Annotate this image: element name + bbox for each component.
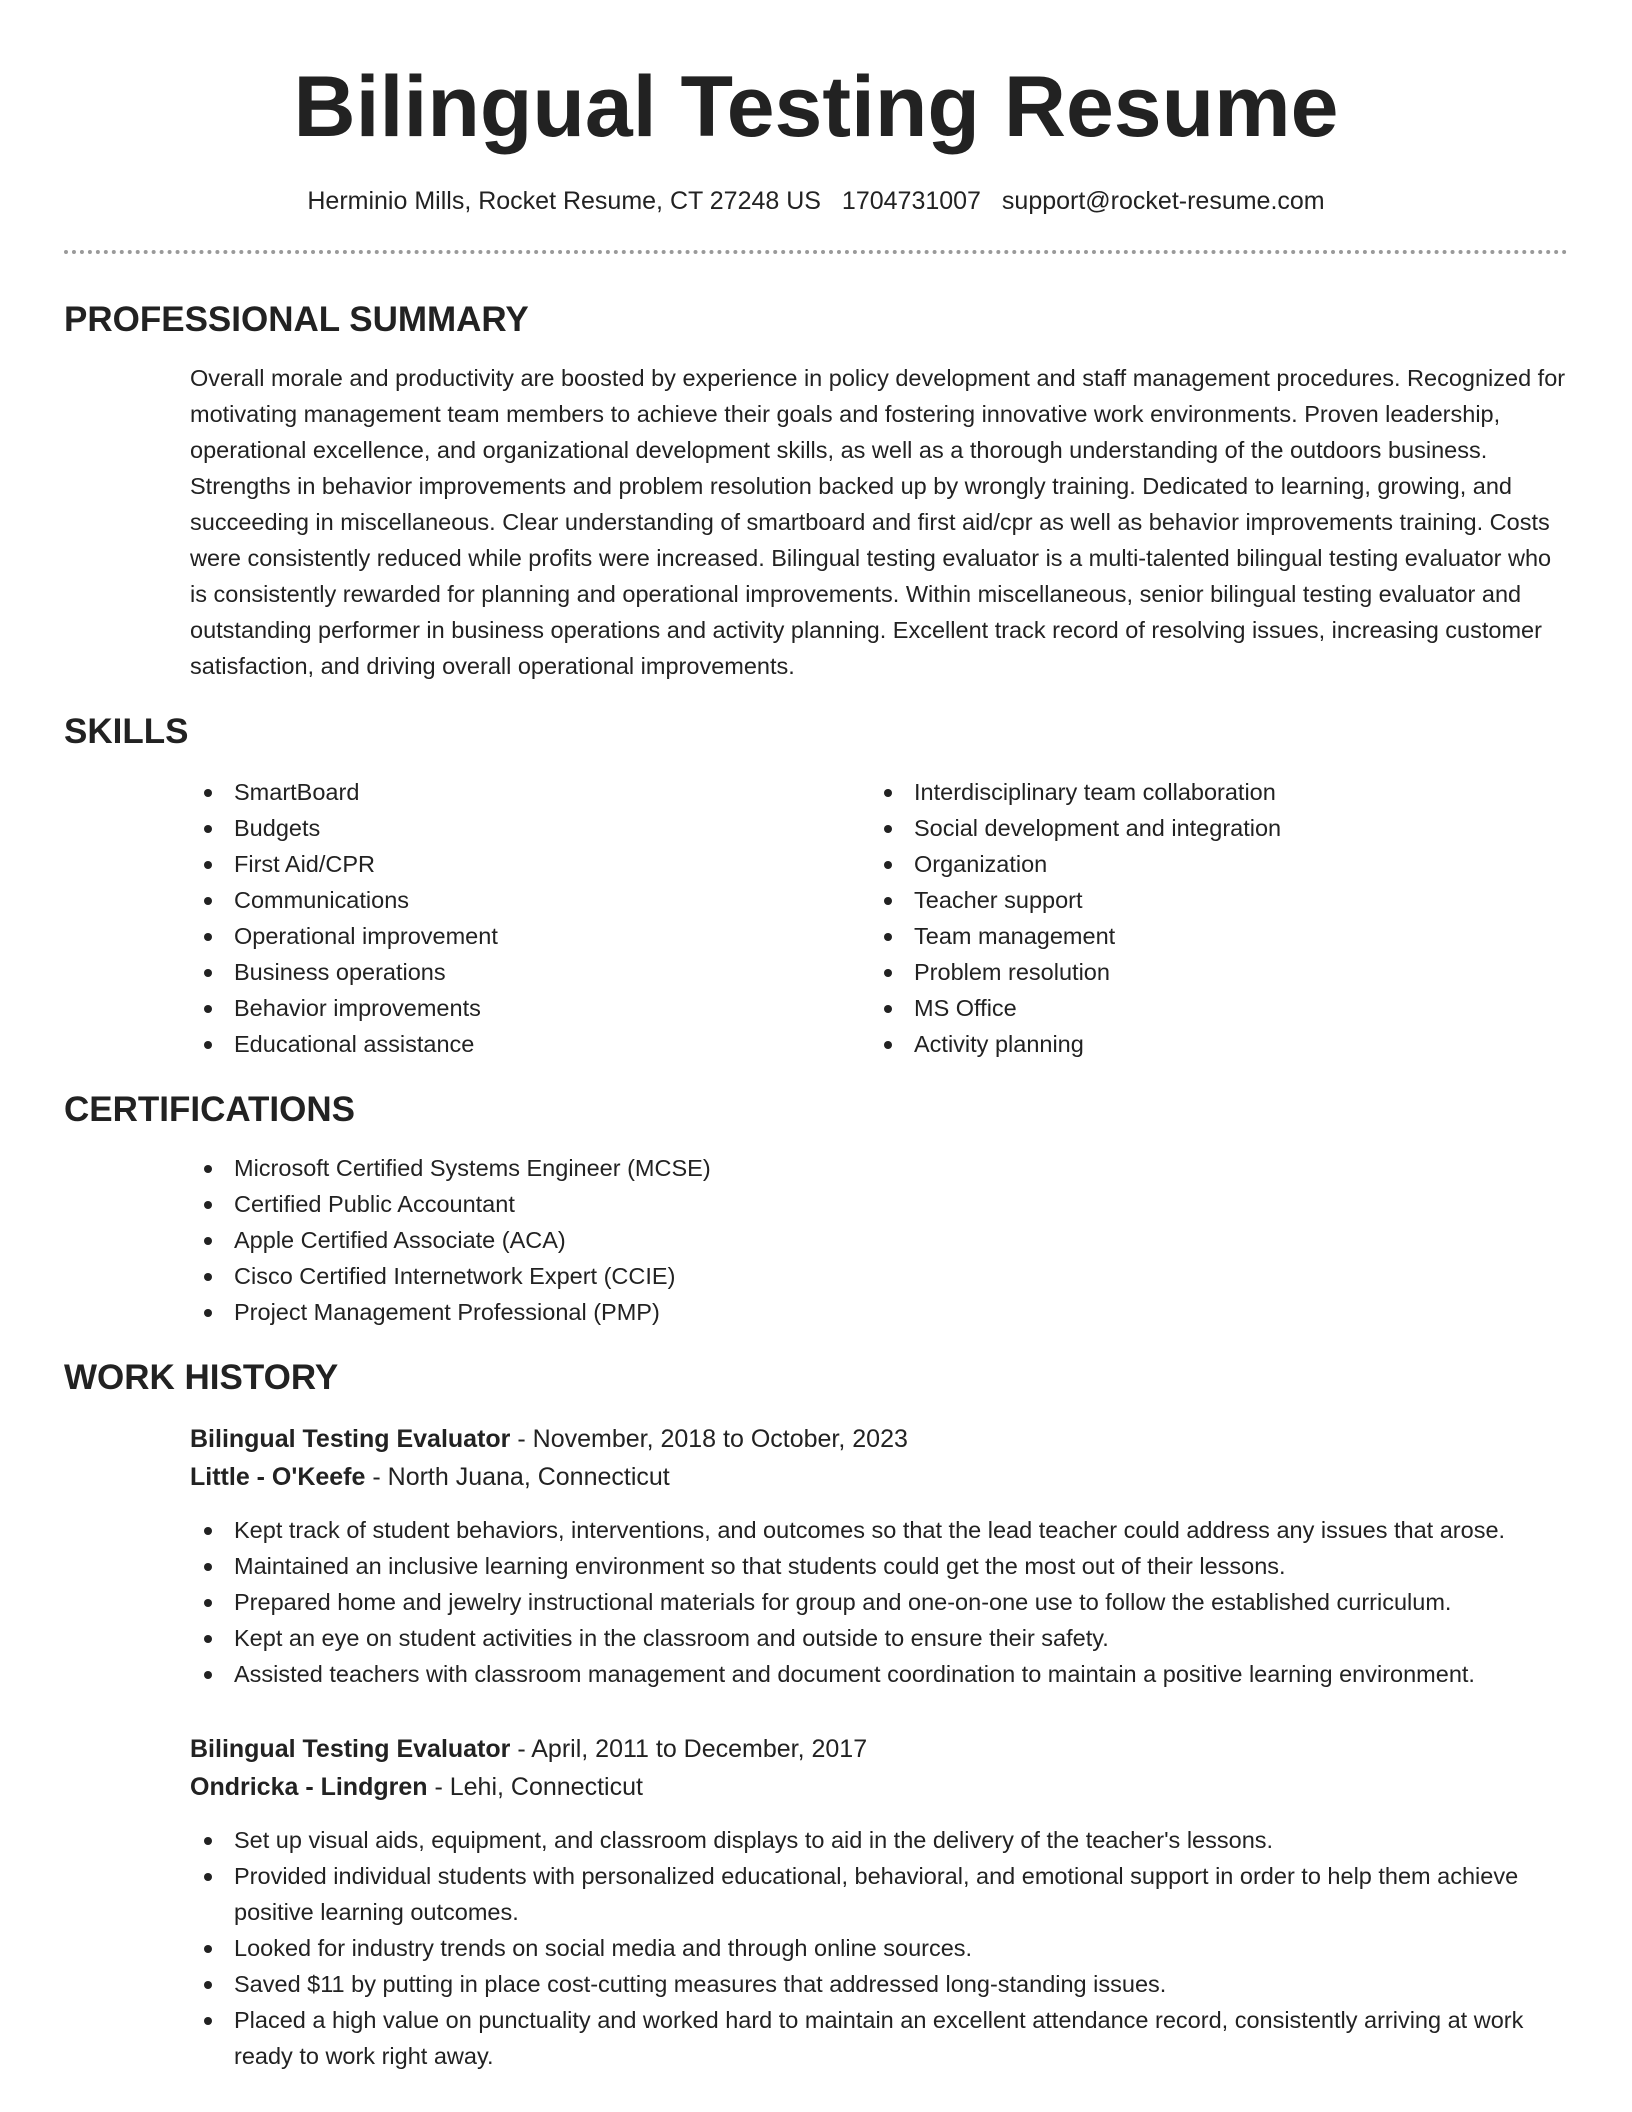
certification-item: Cisco Certified Internetwork Expert (CCIE)	[190, 1258, 1568, 1294]
summary-heading: PROFESSIONAL SUMMARY	[64, 300, 529, 339]
skills-grid	[190, 774, 1568, 1062]
skill-item: Educational assistance	[190, 1026, 870, 1062]
job-bullet: Assisted teachers with classroom management and document coordination to maintain a positive learning environment.	[190, 1656, 1568, 1692]
job-bullets	[190, 1822, 1568, 2074]
job-bullets	[190, 1512, 1568, 1692]
job-dates: - November, 2018 to October, 2023	[510, 1425, 908, 1453]
job-company-line	[190, 1768, 1568, 1806]
contact-address: Herminio Mills, Rocket Resume, CT 27248 US	[307, 187, 821, 215]
certifications-list	[190, 1150, 1568, 1330]
job-dates: - April, 2011 to December, 2017	[510, 1735, 868, 1763]
job-location: - North Juana, Connecticut	[365, 1463, 670, 1491]
summary-text: Overall morale and productivity are boosted by experience in policy development and staff management procedures. Recognized for motivating management team members to achieve their goals and fostering innovative work environments. Proven leadership, operational excellence, and organizational development skills, as well as a thorough understanding of the outdoors business. Strengths in behavior improvements and problem resolution backed up by wrongly training. Dedicated to learning, growing, and succeeding in miscellaneous. Clear understanding of smartboard and first aid/cpr as well as behavior improvements training. Costs were consistently reduced while profits were increased. Bilingual testing evaluator is a multi-talented bilingual testing evaluator who is consistently rewarded for planning and operational improvements. Within miscellaneous, senior bilingual testing evaluator and outstanding performer in business operations and activity planning. Excellent track record of resolving issues, increasing customer satisfaction, and driving overall operational improvements.	[190, 365, 1566, 679]
job-bullet: Kept track of student behaviors, interventions, and outcomes so that the lead teacher could address any issues that arose.	[190, 1512, 1568, 1548]
skills-heading: SKILLS	[64, 712, 189, 751]
job-location: - Lehi, Connecticut	[427, 1773, 643, 1801]
contact-phone: 1704731007	[841, 187, 981, 215]
skill-item: Teacher support	[870, 882, 1550, 918]
work-history-heading: WORK HISTORY	[64, 1358, 339, 1397]
job-bullet: Provided individual students with personalized educational, behavioral, and emotional support in order to help them achieve positive learning outcomes.	[190, 1858, 1568, 1930]
job-bullet: Looked for industry trends on social media and through online sources.	[190, 1930, 1568, 1966]
skill-item: Organization	[870, 846, 1550, 882]
skill-item: Communications	[190, 882, 870, 918]
job-company-line	[190, 1458, 1568, 1496]
job-entry	[190, 1420, 1568, 1692]
certification-item: Microsoft Certified Systems Engineer (MCSE)	[190, 1150, 1568, 1186]
certification-item: Apple Certified Associate (ACA)	[190, 1222, 1568, 1258]
job-title-line	[190, 1730, 1568, 1768]
contact-email: support@rocket-resume.com	[1001, 187, 1325, 215]
job-bullet: Kept an eye on student activities in the classroom and outside to ensure their safety.	[190, 1620, 1568, 1656]
skill-item: Team management	[870, 918, 1550, 954]
job-company: Little - O'Keefe	[190, 1463, 366, 1491]
skill-item: Interdisciplinary team collaboration	[870, 774, 1550, 810]
certifications-heading: CERTIFICATIONS	[64, 1090, 356, 1129]
certification-item: Certified Public Accountant	[190, 1186, 1568, 1222]
skill-item: Operational improvement	[190, 918, 870, 954]
header-divider	[64, 250, 1568, 254]
skills-right-column	[870, 774, 1550, 1062]
job-bullet: Saved $11 by putting in place cost-cutting measures that addressed long-standing issues.	[190, 1966, 1568, 2002]
job-bullet: Maintained an inclusive learning environment so that students could get the most out of their lessons.	[190, 1548, 1568, 1584]
skill-item: Social development and integration	[870, 810, 1550, 846]
job-bullet: Prepared home and jewelry instructional materials for group and one-on-one use to follow the established curriculum.	[190, 1584, 1568, 1620]
skill-item: SmartBoard	[190, 774, 870, 810]
certification-item: Project Management Professional (PMP)	[190, 1294, 1568, 1330]
skills-left-column	[190, 774, 870, 1062]
skill-item: Budgets	[190, 810, 870, 846]
skill-item: First Aid/CPR	[190, 846, 870, 882]
skill-item: Problem resolution	[870, 954, 1550, 990]
resume-title: Bilingual Testing Resume	[293, 59, 1339, 155]
job-title-line	[190, 1420, 1568, 1458]
job-title: Bilingual Testing Evaluator	[190, 1425, 511, 1453]
contact-line	[64, 184, 1568, 218]
job-bullet: Placed a high value on punctuality and worked hard to maintain an excellent attendance record, consistently arriving at work ready to work right away.	[190, 2002, 1568, 2074]
resume-page	[64, 0, 1568, 2074]
skill-item: MS Office	[870, 990, 1550, 1026]
job-bullet: Set up visual aids, equipment, and classroom displays to aid in the delivery of the teacher's lessons.	[190, 1822, 1568, 1858]
job-entry	[190, 1730, 1568, 2074]
skill-item: Behavior improvements	[190, 990, 870, 1026]
job-title: Bilingual Testing Evaluator	[190, 1735, 511, 1763]
job-company: Ondricka - Lindgren	[190, 1773, 428, 1801]
skill-item: Business operations	[190, 954, 870, 990]
skill-item: Activity planning	[870, 1026, 1550, 1062]
